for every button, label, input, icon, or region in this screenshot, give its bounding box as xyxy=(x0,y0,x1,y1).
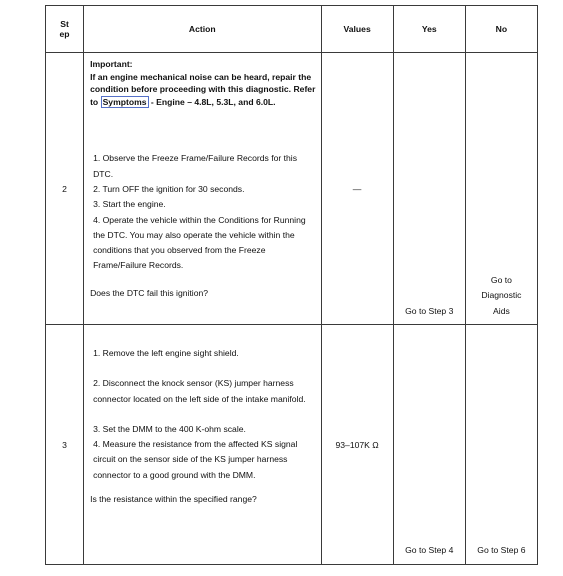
action-cell xyxy=(84,53,321,325)
no-link-line-3: Aids xyxy=(493,305,510,316)
important-note xyxy=(84,53,320,108)
list-item: 3. Set the DMM to the 400 K-ohm scale. xyxy=(93,423,246,434)
header-step xyxy=(46,6,84,53)
list-item: 1. Observe the Freeze Frame/Failure Records for this DTC. xyxy=(93,153,298,179)
no-cell xyxy=(465,325,537,565)
no-link[interactable]: Go to Step 6 xyxy=(477,544,526,555)
yes-cell xyxy=(393,53,465,325)
list-item: 2. Turn OFF the ignition for 30 seconds. xyxy=(93,183,245,194)
question: Does the DTC fail this ignition? xyxy=(90,287,209,298)
header-no: No xyxy=(465,6,537,53)
question: Is the resistance within the specified range? xyxy=(90,494,257,505)
table-row-step-3 xyxy=(46,325,538,565)
value-cell: 93–107K Ω xyxy=(321,325,393,565)
header-step-line-2: ep xyxy=(59,29,70,39)
no-link-line-1: Go to xyxy=(490,275,512,286)
diagnostic-table xyxy=(45,5,538,565)
yes-cell xyxy=(393,325,465,565)
list-item: 2. Disconnect the knock sensor (KS) jumper harness connector located on the left side of the intake manifold. xyxy=(93,378,306,404)
list-item: 4. Measure the resistance from the affected KS signal circuit on the sensor side of the KS jumper harness connector to a good ground with the DMM. xyxy=(93,439,298,480)
step-number: 2 xyxy=(46,53,84,325)
table-row-step-2 xyxy=(46,53,538,325)
important-title: Important: xyxy=(90,59,133,69)
value-cell: — xyxy=(321,53,393,325)
yes-link[interactable]: Go to Step 4 xyxy=(405,544,454,555)
action-cell xyxy=(84,325,321,565)
important-text-1: If an engine mechanical noise can be heard, repair the condition before proceeding with this diagnostic. Refer to xyxy=(90,71,316,107)
list-item: 3. Start the engine. xyxy=(93,199,166,210)
header-step-line-1: St xyxy=(60,19,69,29)
procedure-steps xyxy=(84,346,320,483)
header-yes: Yes xyxy=(393,6,465,53)
no-link[interactable] xyxy=(466,273,537,319)
important-text xyxy=(90,71,316,109)
list-item: 4. Operate the vehicle within the Conditions for Running the DTC. You may also operate the vehicle within the conditions that you observed from the Freeze Frame/Failure Records. xyxy=(93,214,306,271)
header-values: Values xyxy=(321,6,393,53)
procedure-steps xyxy=(84,151,320,273)
header-action: Action xyxy=(84,6,321,53)
no-link-line-2: Diagnostic xyxy=(481,290,522,301)
important-text-2: - Engine – 4.8L, 5.3L, and 6.0L. xyxy=(150,96,276,107)
header-row xyxy=(46,6,538,53)
symptoms-link[interactable]: Symptoms xyxy=(102,96,147,107)
step-number: 3 xyxy=(46,325,84,565)
list-item: 1. Remove the left engine sight shield. xyxy=(93,348,239,358)
yes-link[interactable]: Go to Step 3 xyxy=(405,305,454,316)
no-cell xyxy=(465,53,537,325)
